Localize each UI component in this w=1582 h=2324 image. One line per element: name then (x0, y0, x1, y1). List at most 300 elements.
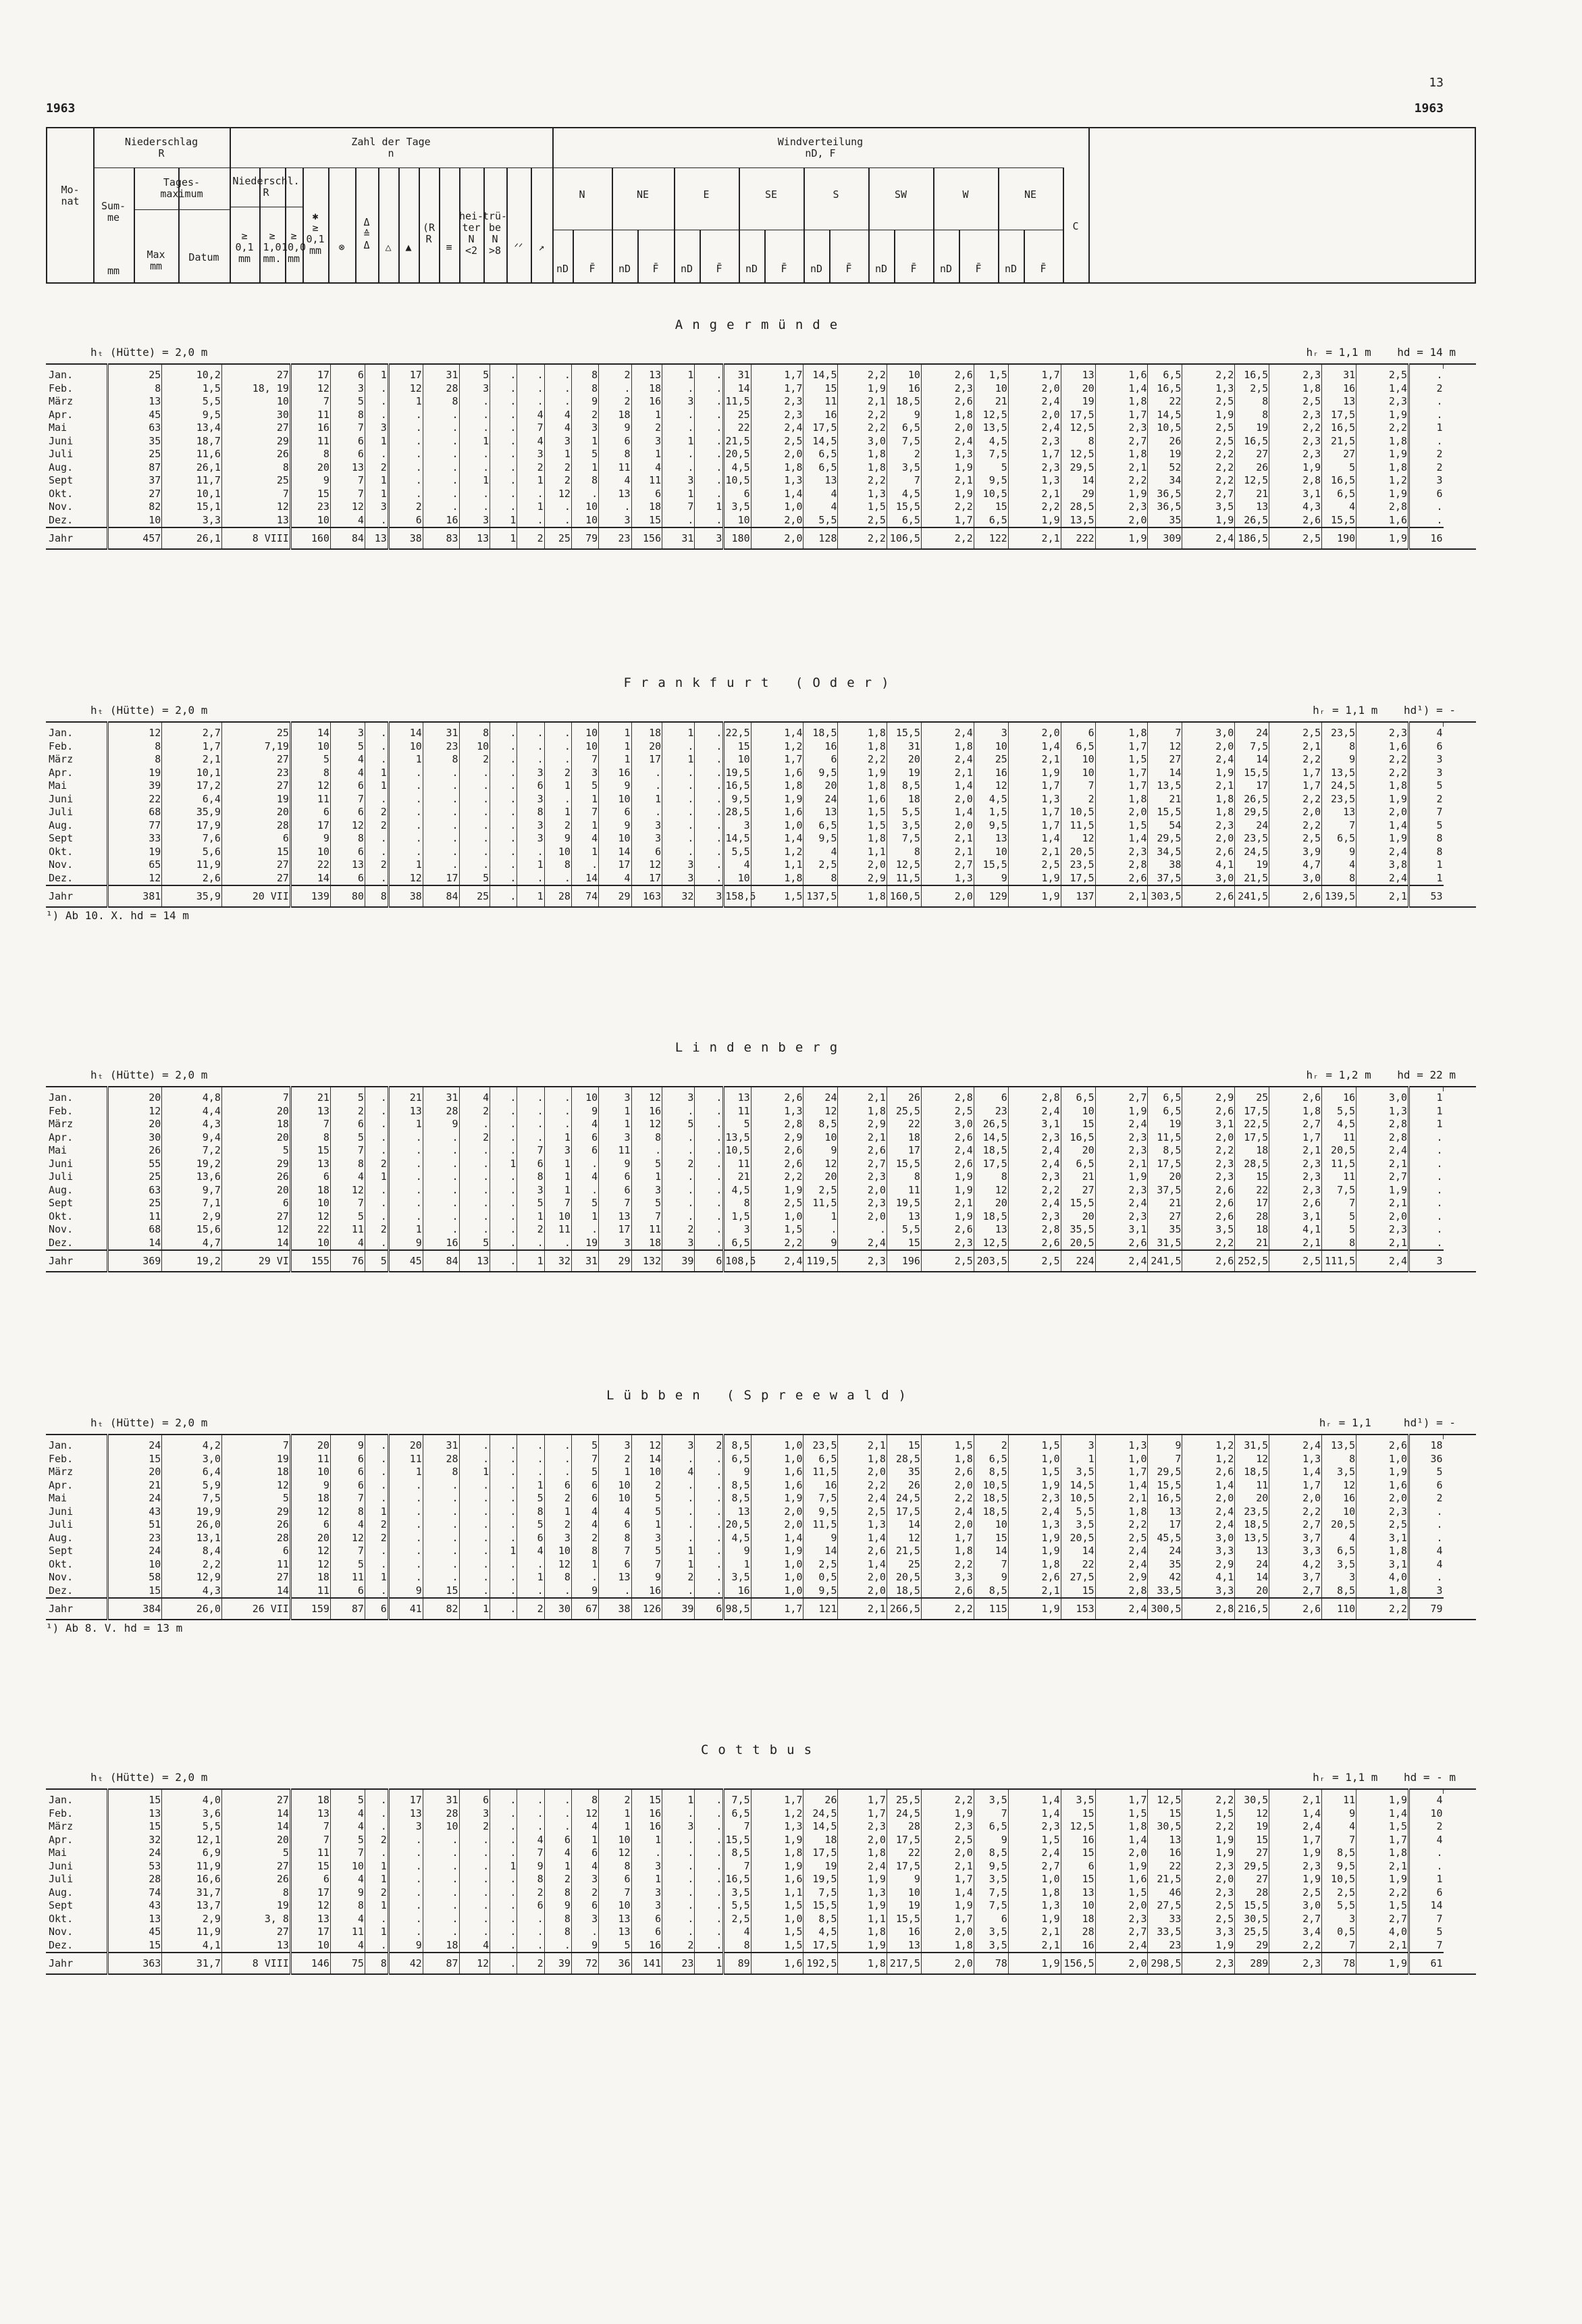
table-cell: 2,4 (921, 727, 974, 740)
table-cell: 4 (571, 1820, 598, 1834)
table-cell: . (423, 1144, 459, 1158)
table-cell: . (1409, 395, 1444, 409)
table-cell: . (695, 1505, 724, 1519)
table-cell: . (695, 421, 724, 435)
table-cell: . (695, 1558, 724, 1572)
table-cell: 9 (1322, 753, 1356, 767)
table-cell: . (662, 1584, 695, 1599)
table-cell: 3,5 (724, 1886, 751, 1900)
table-cell: 15,5 (1061, 1197, 1095, 1210)
table-cell: 37,5 (1148, 1184, 1182, 1197)
table-cell: 18,5 (1235, 1518, 1269, 1532)
table-cell: 10 (544, 1545, 571, 1558)
table-cell: 16 (1148, 1847, 1182, 1860)
table-cell: 36 (599, 1953, 631, 1974)
table-cell: . (695, 872, 724, 886)
table-cell: 2,2 (1356, 753, 1409, 767)
table-cell: 12,5 (1235, 474, 1269, 488)
table-cell: 5 (571, 1439, 598, 1453)
table-cell: 1 (544, 448, 571, 461)
table-cell: . (544, 1439, 571, 1453)
table-cell: 20,5 (1322, 1518, 1356, 1532)
table-cell: 1,4 (1269, 1466, 1322, 1479)
table-cell: . (423, 474, 459, 488)
table-cell: . (695, 1873, 724, 1886)
table-cell: Apr. (49, 1131, 74, 1143)
table-cell: 11 (724, 1158, 751, 1171)
table-cell: 27 (221, 1926, 290, 1939)
table-cell: 2,3 (1008, 1210, 1061, 1224)
table-cell: 17,5 (1061, 872, 1095, 886)
table-cell: 1 (631, 1834, 662, 1847)
table-cell: 6,5 (803, 461, 838, 475)
station-height-right: hᵣ = 1,1 m hd¹) = - (1313, 704, 1456, 717)
table-cell: 3 (662, 1820, 695, 1834)
table-cell: 10 (724, 514, 751, 528)
table-cell: 10 (330, 1860, 365, 1874)
table-cell: . (1409, 1237, 1444, 1251)
table-cell: 7 (1322, 1834, 1356, 1847)
table-cell: 1,1 (838, 1913, 887, 1926)
table-cell: 2 (1061, 793, 1095, 806)
table-cell: 1,9 (1008, 1953, 1061, 1974)
table-cell: 2 (517, 527, 544, 549)
table-cell: 8 (599, 448, 631, 461)
table-cell: . (662, 448, 695, 461)
table-cell: Mai (49, 779, 68, 792)
table-cell: 2,5 (838, 514, 887, 528)
table-cell: 12 (1235, 1807, 1269, 1821)
table-cell: 2,4 (921, 1144, 974, 1158)
table-cell: 4,5 (724, 1532, 751, 1545)
table-cell: 28 (423, 1453, 459, 1466)
table-cell: 18 (631, 1237, 662, 1251)
table-cell: 1,5 (974, 369, 1008, 382)
month-row (46, 1453, 1476, 1466)
table-cell: 18 (803, 1834, 838, 1847)
table-cell: 9,5 (162, 409, 222, 422)
table-cell: 2,1 (1008, 1939, 1061, 1953)
table-cell: 16 (290, 421, 330, 435)
table-cell: 9 (724, 1466, 751, 1479)
station-height-right: hᵣ = 1,1 m hd = 14 m (1306, 346, 1456, 359)
table-cell: 26,5 (1235, 793, 1269, 806)
table-cell: 12 (974, 779, 1008, 793)
table-cell: 6 (695, 1250, 724, 1272)
table-cell: 2,3 (1269, 1953, 1322, 1974)
table-cell: 2,8 (1269, 474, 1322, 488)
table-cell: 16,6 (162, 1873, 222, 1886)
table-cell: . (695, 793, 724, 806)
table-cell: 4,3 (162, 1584, 222, 1599)
table-cell: 20 (803, 1170, 838, 1184)
table-cell: 11,5 (1322, 1158, 1356, 1171)
table-cell: 15,5 (1148, 806, 1182, 819)
table-cell: 21,5 (724, 435, 751, 448)
table-cell: 35 (1148, 514, 1182, 528)
station-table (46, 1788, 1476, 1975)
table-cell: 15 (974, 500, 1008, 514)
table-cell: 4 (330, 514, 365, 528)
table-cell: . (388, 1158, 423, 1171)
table-cell: 1,3 (1269, 1453, 1322, 1466)
table-cell: 6 (571, 1847, 598, 1860)
table-cell: 6,5 (887, 514, 921, 528)
table-cell: . (490, 369, 517, 382)
table-cell: 156 (631, 527, 662, 549)
table-cell: 16 (887, 1926, 921, 1939)
table-cell: 6,5 (1322, 832, 1356, 846)
header-rule (933, 167, 934, 282)
table-cell: 7 (599, 1197, 631, 1210)
table-cell: 55 (107, 1158, 162, 1171)
table-cell: 5 (330, 1558, 365, 1572)
table-cell: . (365, 1545, 388, 1558)
table-cell: 1,5 (724, 1210, 751, 1224)
table-cell: 11 (544, 1223, 571, 1237)
table-cell: 3 (517, 819, 544, 833)
table-cell: 1 (490, 1545, 517, 1558)
table-cell: 2 (365, 461, 388, 475)
table-cell: 217,5 (887, 1953, 921, 1974)
table-cell: 20,5 (1061, 1532, 1095, 1545)
table-cell: 8 (221, 1886, 290, 1900)
table-cell: 19 (1148, 448, 1182, 461)
table-cell: . (695, 846, 724, 859)
table-cell: 22 (290, 1223, 330, 1237)
table-cell: Nov. (49, 1571, 74, 1583)
table-cell: 28 (887, 1820, 921, 1834)
table-cell: . (490, 1170, 517, 1184)
table-cell: 12 (290, 1210, 330, 1224)
table-cell: 19 (1235, 858, 1269, 872)
table-cell: 2 (599, 395, 631, 409)
table-cell: 132 (631, 1250, 662, 1272)
table-cell: 12 (459, 1953, 490, 1974)
header-rule (134, 167, 135, 282)
table-cell: 1 (631, 448, 662, 461)
table-cell: 9 (571, 1105, 598, 1118)
table-cell: 289 (1235, 1953, 1269, 1974)
table-cell: 2,8 (1095, 1584, 1148, 1599)
table-cell: 2,6 (921, 1466, 974, 1479)
table-cell: 17 (599, 1223, 631, 1237)
table-cell: 4,1 (1182, 858, 1235, 872)
table-cell: 2,2 (751, 1170, 803, 1184)
table-cell: 19 (1148, 1118, 1182, 1131)
table-cell: 6 (599, 435, 631, 448)
table-cell: 20 (221, 1105, 290, 1118)
table-cell: 9,5 (974, 819, 1008, 833)
table-cell: 5,5 (1322, 1105, 1356, 1118)
table-cell: 1,8 (838, 461, 887, 475)
table-cell: 17 (290, 1886, 330, 1900)
table-cell: . (571, 1158, 598, 1171)
table-cell: 2,2 (1182, 369, 1235, 382)
table-cell: 17,5 (887, 1834, 921, 1847)
header-rule (134, 209, 230, 210)
table-cell: 30 (544, 1598, 571, 1620)
table-cell: 8,5 (974, 1847, 1008, 1860)
table-cell: 21 (724, 1170, 751, 1184)
table-cell: 13 (599, 488, 631, 501)
table-cell: 10 (803, 1131, 838, 1145)
table-cell: 3,3 (1182, 1926, 1235, 1939)
table-cell: . (423, 1197, 459, 1210)
table-cell: 25,5 (1235, 1926, 1269, 1939)
table-cell: 1,4 (1008, 1807, 1061, 1821)
table-cell: 2,3 (751, 395, 803, 409)
table-cell: . (1409, 1158, 1444, 1171)
table-cell: . (423, 1834, 459, 1847)
header-niederschl-r: Niederschl. R (232, 175, 300, 199)
table-cell: . (490, 1105, 517, 1118)
table-cell: 2,6 (1182, 1250, 1235, 1272)
table-cell: 15 (1235, 1170, 1269, 1184)
header-rule (302, 167, 304, 282)
month-row (46, 1532, 1476, 1545)
table-cell: 2,6 (1269, 885, 1322, 907)
table-cell: 11,5 (1061, 819, 1095, 833)
table-cell: 26 (221, 448, 290, 461)
table-cell: . (459, 421, 490, 435)
table-cell: 12 (221, 1223, 290, 1237)
header-rule (868, 167, 870, 282)
table-cell: 20,5 (1322, 1144, 1356, 1158)
table-cell: 18,5 (974, 1492, 1008, 1505)
table-cell: 4,5 (1322, 1118, 1356, 1131)
table-cell: 5,5 (724, 1899, 751, 1913)
table-cell: . (517, 1466, 544, 1479)
table-cell: . (388, 1184, 423, 1197)
table-cell: 8 (1322, 1453, 1356, 1466)
table-cell: 23 (221, 767, 290, 780)
table-cell: 2 (544, 767, 571, 780)
table-cell: 2,5 (1182, 395, 1235, 409)
table-cell: 12 (221, 500, 290, 514)
table-cell: 9,7 (162, 1184, 222, 1197)
table-cell: . (388, 421, 423, 435)
table-cell: 15,5 (1235, 1899, 1269, 1913)
table-cell: . (1409, 435, 1444, 448)
station-name: Lindenberg (675, 1040, 847, 1055)
header-nd: nD (810, 263, 823, 275)
table-cell: 63 (107, 1184, 162, 1197)
table-cell: . (544, 1453, 571, 1466)
table-cell: 4 (330, 1939, 365, 1953)
table-cell: 8 (290, 1131, 330, 1145)
table-cell: 16 (1061, 1834, 1095, 1847)
table-cell: 35,5 (1061, 1223, 1095, 1237)
table-cell: 153 (1061, 1598, 1095, 1620)
table-cell: 6,5 (803, 819, 838, 833)
table-cell: 15,5 (887, 727, 921, 740)
table-cell: 2,2 (1269, 793, 1322, 806)
table-cell: Feb. (49, 1807, 74, 1819)
table-cell: 1 (1061, 1453, 1095, 1466)
table-cell: . (695, 1453, 724, 1466)
table-cell: . (365, 1210, 388, 1224)
table-cell: 16 (1409, 527, 1444, 549)
table-cell: 1 (459, 1466, 490, 1479)
table-cell: 45 (388, 1250, 423, 1272)
table-cell: 12 (1322, 1479, 1356, 1493)
table-cell: . (662, 382, 695, 396)
header-sym-1: ⊗ (338, 240, 345, 253)
table-cell: 17,5 (1235, 1105, 1269, 1118)
table-cell: 13,1 (162, 1532, 222, 1545)
table-cell: 6 (1409, 1479, 1444, 1493)
table-cell: . (544, 395, 571, 409)
table-cell: 28 (107, 1873, 162, 1886)
table-cell: 6 (631, 488, 662, 501)
month-row (46, 1466, 1476, 1479)
table-cell: 29 (599, 885, 631, 907)
table-cell: 42 (1148, 1571, 1182, 1584)
table-cell: 2,1 (1008, 488, 1061, 501)
table-cell: 35,9 (162, 806, 222, 819)
table-cell: 11 (887, 1184, 921, 1197)
table-cell: 25 (107, 448, 162, 461)
table-cell: 8 (544, 1926, 571, 1939)
table-cell: 2,3 (1269, 369, 1322, 382)
table-cell: 1 (631, 409, 662, 422)
table-cell: 8 (517, 1170, 544, 1184)
table-cell: 2,0 (838, 1466, 887, 1479)
table-cell: 16,5 (1322, 474, 1356, 488)
table-cell: 3 (544, 1144, 571, 1158)
table-cell: 14 (1409, 1899, 1444, 1913)
table-cell: 6 (571, 1144, 598, 1158)
table-cell: . (571, 1571, 598, 1584)
year-row (46, 527, 1476, 549)
table-cell: 1 (571, 461, 598, 475)
table-cell: 3,0 (162, 1453, 222, 1466)
table-cell: 8 (107, 740, 162, 754)
header-rule (552, 167, 554, 282)
table-cell: 2,3 (1269, 448, 1322, 461)
table-cell: . (517, 1237, 544, 1251)
table-cell: 20,5 (1061, 846, 1095, 859)
table-cell: . (517, 1091, 544, 1105)
table-cell: 11 (1322, 1170, 1356, 1184)
table-cell: 12,5 (1061, 421, 1095, 435)
table-cell: 1,9 (751, 1834, 803, 1847)
table-cell: 21 (290, 1091, 330, 1105)
table-cell: 2,3 (1182, 1170, 1235, 1184)
table-cell: 6 (290, 1873, 330, 1886)
table-cell: 13 (803, 474, 838, 488)
table-cell: 10,1 (162, 488, 222, 501)
table-cell: 186,5 (1235, 527, 1269, 549)
table-cell: 1,9 (1356, 832, 1409, 846)
table-cell: . (695, 832, 724, 846)
table-cell: 25 (887, 1558, 921, 1572)
table-cell: 11,9 (162, 1860, 222, 1874)
table-cell: . (1409, 514, 1444, 528)
table-cell: 303,5 (1148, 885, 1182, 907)
table-cell: 1,7 (1269, 767, 1322, 780)
table-cell: 2,4 (1095, 1598, 1148, 1620)
table-cell: 17,5 (1148, 1158, 1182, 1171)
table-cell: . (695, 1479, 724, 1493)
table-cell: 5 (459, 872, 490, 886)
table-cell: 2,3 (1095, 1131, 1148, 1145)
table-cell: 7 (330, 421, 365, 435)
table-cell: 2 (599, 1794, 631, 1807)
table-cell: 1 (662, 727, 695, 740)
table-cell: 4 (544, 1847, 571, 1860)
table-cell: 2,7 (162, 727, 222, 740)
table-cell: 1,8 (1356, 1584, 1409, 1599)
table-cell: . (490, 1492, 517, 1505)
table-cell: 6 (517, 779, 544, 793)
month-row (46, 1105, 1476, 1118)
table-cell: 11 (1322, 1794, 1356, 1807)
table-cell: 2,5 (1269, 395, 1322, 409)
table-cell: 6,5 (1061, 1158, 1095, 1171)
table-cell: . (459, 1197, 490, 1210)
table-cell: 2,9 (1095, 1571, 1148, 1584)
table-cell: . (1409, 369, 1444, 382)
header-rule (1088, 128, 1090, 282)
table-cell: 2,2 (921, 1598, 974, 1620)
table-cell: 17 (290, 819, 330, 833)
table-cell: 1,9 (921, 1807, 974, 1821)
table-cell: 11 (631, 1223, 662, 1237)
table-cell: . (490, 1794, 517, 1807)
table-cell: 2 (887, 448, 921, 461)
table-cell: 16,5 (1148, 1492, 1182, 1505)
table-cell: 16 (1322, 1492, 1356, 1505)
year-row (46, 1250, 1476, 1272)
table-cell: . (423, 767, 459, 780)
table-cell: . (490, 858, 517, 872)
table-cell: 8,5 (974, 1466, 1008, 1479)
table-cell: 1,7 (921, 514, 974, 528)
table-cell: 5 (330, 1794, 365, 1807)
table-cell: 12 (221, 1479, 290, 1493)
table-cell: 13,7 (162, 1899, 222, 1913)
table-cell: . (490, 819, 517, 833)
table-cell: 1,4 (921, 779, 974, 793)
header-sym-2: Δ ≙ Δ (363, 215, 370, 251)
table-cell: 2,5 (1182, 1899, 1235, 1913)
table-cell: 14 (887, 1518, 921, 1532)
table-cell: 2 (517, 1598, 544, 1620)
table-cell: 10 (974, 382, 1008, 396)
table-cell: 3,8 (1356, 858, 1409, 872)
table-cell: 1,4 (1269, 1807, 1322, 1821)
month-row (46, 872, 1476, 886)
table-cell: 1 (599, 1466, 631, 1479)
table-cell: 2,4 (1095, 1939, 1148, 1953)
table-cell: . (459, 1158, 490, 1171)
table-cell: 10 (290, 1197, 330, 1210)
table-cell: 35 (1148, 1223, 1182, 1237)
table-cell: 10 (1061, 753, 1095, 767)
table-cell: 4,7 (162, 1237, 222, 1251)
table-cell: . (695, 1847, 724, 1860)
table-cell: Juli (49, 1873, 74, 1885)
table-cell: 2,4 (921, 1505, 974, 1519)
table-cell: 216,5 (1235, 1598, 1269, 1620)
table-cell: 3,5 (1061, 1794, 1095, 1807)
table-cell: 5 (1409, 1926, 1444, 1939)
table-cell: 6 (388, 514, 423, 528)
table-cell: 2,6 (921, 369, 974, 382)
table-cell: 7 (724, 1820, 751, 1834)
